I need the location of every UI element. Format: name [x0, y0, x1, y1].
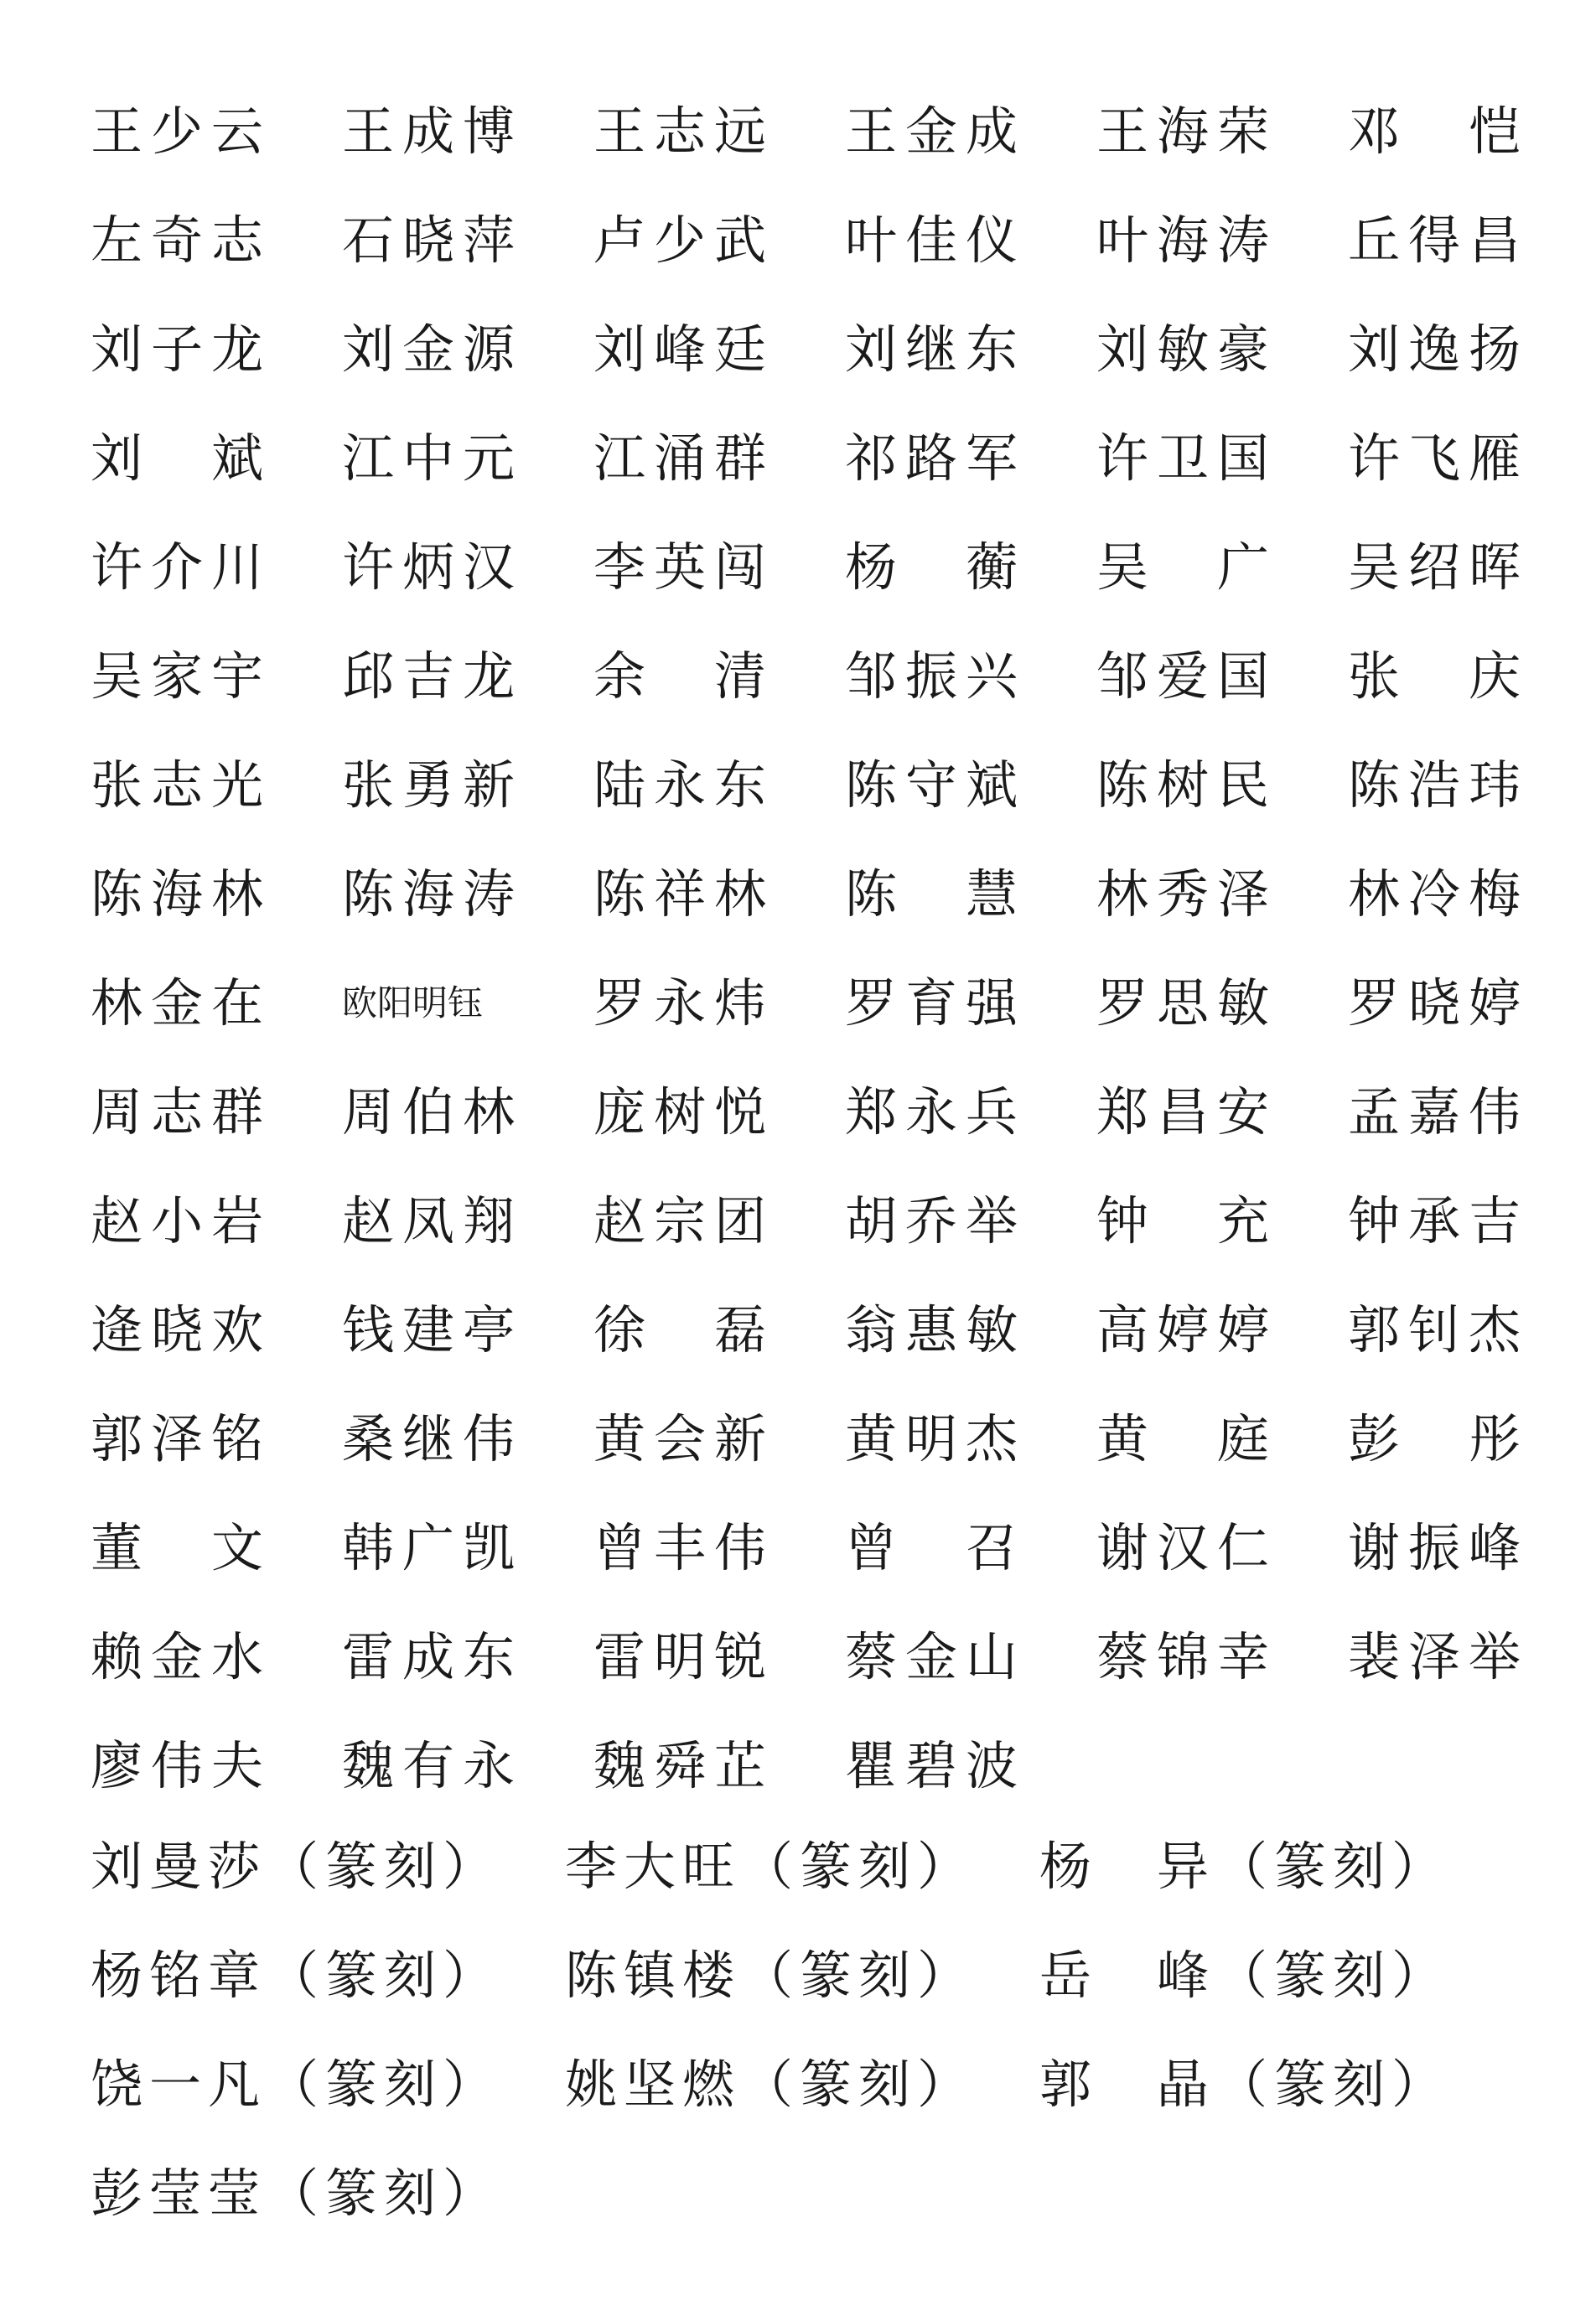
seal-name-entry: 彭莹莹（篆刻） [91, 2163, 502, 2224]
name-row [91, 622, 1530, 731]
name-entry: 魏有永 [342, 1735, 524, 1796]
name-row [91, 1385, 1530, 1494]
name-row [91, 186, 1530, 295]
name-entry: 赖金水 [91, 1626, 272, 1687]
name-entry: 陈守斌 [845, 754, 1027, 816]
name-entry: 雷明锐 [593, 1626, 775, 1687]
seal-name-entry: 饶一凡（篆刻） [91, 2054, 502, 2115]
name-row [91, 731, 1530, 840]
name-row [91, 1058, 1530, 1167]
name-entry: 邓 恺 [1348, 101, 1530, 162]
seal-name-entry: 郭 晶（篆刻） [1039, 2054, 1451, 2115]
name-entry: 高婷婷 [1096, 1299, 1278, 1360]
name-entry: 左奇志 [91, 210, 272, 271]
name-entry: 王志远 [593, 101, 775, 162]
seal-name-row [91, 1921, 1516, 2030]
name-entry: 刘敏豪 [1096, 319, 1278, 380]
name-grid [91, 77, 1530, 1821]
name-entry: 赵宗团 [593, 1190, 775, 1251]
name-entry: 吴家宇 [91, 645, 272, 707]
name-entry: 廖伟夫 [91, 1735, 272, 1796]
name-row [91, 1712, 1516, 1821]
name-entry: 韩广凯 [342, 1517, 524, 1578]
name-entry: 张志光 [91, 754, 272, 816]
name-entry: 逄晓欢 [91, 1299, 272, 1360]
name-entry: 丘得昌 [1348, 210, 1530, 271]
name-entry: 王成博 [342, 101, 524, 162]
name-entry: 谢振峰 [1348, 1517, 1530, 1578]
name-entry: 陈海林 [91, 863, 272, 925]
name-entry: 江中元 [342, 427, 524, 489]
seal-name-entry: 杨 异（篆刻） [1039, 1836, 1451, 1897]
name-entry: 谢汉仁 [1096, 1517, 1278, 1578]
name-entry: 张勇新 [342, 754, 524, 816]
name-entry: 郑永兵 [845, 1081, 1027, 1142]
name-entry: 罗永炜 [593, 972, 775, 1034]
name-entry: 刘子龙 [91, 319, 272, 380]
name-entry: 邹振兴 [845, 645, 1027, 707]
name-entry: 邱吉龙 [342, 645, 524, 707]
name-entry: 黄明杰 [845, 1408, 1027, 1469]
name-entry: 瞿碧波 [845, 1735, 1027, 1796]
name-entry: 周志群 [91, 1081, 272, 1142]
name-row [91, 949, 1530, 1058]
name-entry: 雷成东 [342, 1626, 524, 1687]
name-entry: 钟 充 [1096, 1190, 1278, 1251]
name-entry: 翁惠敏 [845, 1299, 1027, 1360]
name-entry: 裴泽举 [1348, 1626, 1530, 1687]
name-entry: 蔡锦幸 [1096, 1626, 1278, 1687]
name-entry: 王海荣 [1096, 101, 1278, 162]
name-entry: 林金在 [91, 972, 272, 1034]
name-entry: 罗思敏 [1096, 972, 1278, 1034]
name-entry: 刘金源 [342, 319, 524, 380]
seal-name-entry: 岳 峰（篆刻） [1039, 1945, 1451, 2006]
name-entry: 欧阳明钰 [342, 982, 484, 1023]
name-entry: 钟承吉 [1348, 1190, 1530, 1251]
seal-name-row [91, 1812, 1516, 1921]
name-row [91, 1603, 1530, 1712]
name-entry: 徐 磊 [593, 1299, 775, 1360]
name-entry: 陈祥林 [593, 863, 775, 925]
name-entry: 陆永东 [593, 754, 775, 816]
name-entry: 曾 召 [845, 1517, 1027, 1578]
name-entry: 王少云 [91, 101, 272, 162]
name-entry: 罗晓婷 [1348, 972, 1530, 1034]
name-entry: 许介川 [91, 536, 272, 598]
name-entry: 钱建亭 [342, 1299, 524, 1360]
name-row [91, 295, 1530, 404]
name-entry: 王金成 [845, 101, 1027, 162]
name-entry: 刘逸扬 [1348, 319, 1530, 380]
seal-name-entry: 姚坚燃（篆刻） [565, 2054, 977, 2115]
name-entry: 许卫国 [1096, 427, 1278, 489]
name-entry: 刘峰廷 [593, 319, 775, 380]
name-entry: 邹爱国 [1096, 645, 1278, 707]
name-entry: 林冷梅 [1348, 863, 1530, 925]
name-entry: 黄会新 [593, 1408, 775, 1469]
name-row [91, 1167, 1530, 1276]
name-entry: 彭 彤 [1348, 1408, 1530, 1469]
name-row [91, 1494, 1530, 1603]
name-row [91, 840, 1530, 949]
name-entry: 陈树民 [1096, 754, 1278, 816]
name-entry: 陈浩玮 [1348, 754, 1530, 816]
name-entry: 黄 庭 [1096, 1408, 1278, 1469]
name-entry: 杨 蘅 [845, 536, 1027, 598]
name-entry: 郑昌安 [1096, 1081, 1278, 1142]
name-row [91, 513, 1530, 622]
name-entry: 许炳汉 [342, 536, 524, 598]
name-entry: 魏舜芷 [593, 1735, 775, 1796]
seal-name-entry: 李大旺（篆刻） [565, 1836, 977, 1897]
name-entry: 江涌群 [593, 427, 775, 489]
seal-name-entry: 杨铭章（篆刻） [91, 1945, 502, 2006]
name-entry: 石晓萍 [342, 210, 524, 271]
name-entry: 曾丰伟 [593, 1517, 775, 1578]
name-row [91, 404, 1530, 513]
name-entry: 祁路军 [845, 427, 1027, 489]
seal-carving-name-grid [91, 1812, 1516, 2248]
name-entry: 林秀泽 [1096, 863, 1278, 925]
name-entry: 赵凤翔 [342, 1190, 524, 1251]
name-entry: 卢少武 [593, 210, 775, 271]
name-entry: 刘 斌 [91, 427, 272, 489]
name-entry: 张 庆 [1348, 645, 1530, 707]
seal-name-row [91, 2139, 1516, 2248]
name-entry: 余 清 [593, 645, 775, 707]
name-entry: 吴绍晖 [1348, 536, 1530, 598]
name-row [91, 1276, 1530, 1385]
seal-name-entry: 陈镇楼（篆刻） [565, 1945, 977, 2006]
name-entry: 陈海涛 [342, 863, 524, 925]
name-entry: 蔡金山 [845, 1626, 1027, 1687]
name-entry: 李英闯 [593, 536, 775, 598]
name-entry: 周伯林 [342, 1081, 524, 1142]
name-entry: 桑继伟 [342, 1408, 524, 1469]
name-row [91, 77, 1530, 186]
name-entry: 董 文 [91, 1517, 272, 1578]
name-entry: 赵小岩 [91, 1190, 272, 1251]
name-entry: 孟嘉伟 [1348, 1081, 1530, 1142]
name-entry: 叶海涛 [1096, 210, 1278, 271]
seal-name-row [91, 2030, 1516, 2139]
name-entry: 郭钊杰 [1348, 1299, 1530, 1360]
name-entry: 陈 慧 [845, 863, 1027, 925]
name-entry: 胡乔举 [845, 1190, 1027, 1251]
seal-name-entry: 刘曼莎（篆刻） [91, 1836, 502, 1897]
name-entry: 刘继东 [845, 319, 1027, 380]
name-entry: 郭泽铭 [91, 1408, 272, 1469]
name-entry: 庞树悦 [593, 1081, 775, 1142]
name-entry: 罗育强 [845, 972, 1027, 1034]
name-entry: 许飞雁 [1348, 427, 1530, 489]
name-entry: 叶佳仪 [845, 210, 1027, 271]
name-entry: 吴 广 [1096, 536, 1278, 598]
